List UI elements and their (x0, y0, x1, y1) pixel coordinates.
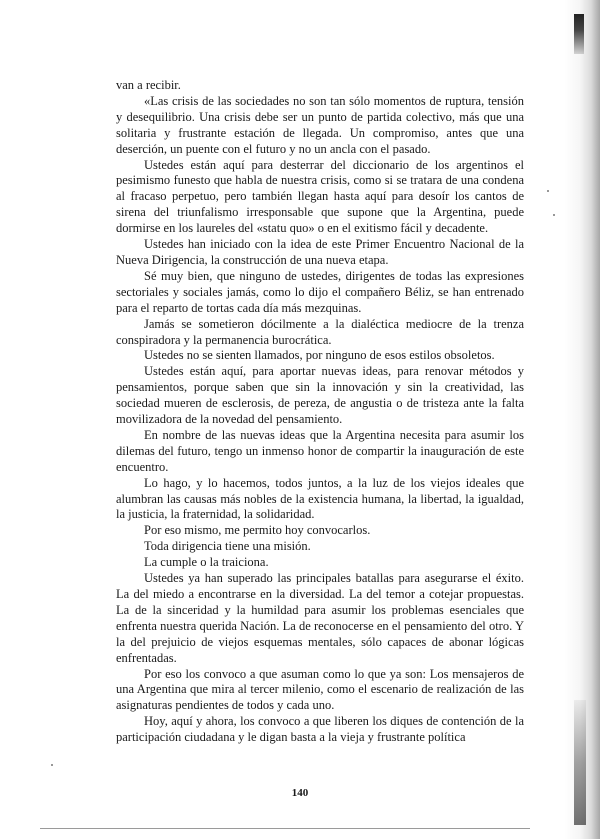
binding-mark-bottom (574, 700, 586, 825)
paragraph: La cumple o la traiciona. (144, 555, 269, 570)
paragraph: Por eso mismo, me permito hoy convocarlos. (144, 523, 371, 538)
body-text (116, 78, 524, 746)
scan-speck (547, 190, 549, 192)
paragraph: van a recibir. (116, 78, 181, 92)
paragraph: Por eso los convoco a que asuman como lo que ya son: Los mensajeros de una Argentina que mira al tercer milenio, como el escenario de realización de las asignaturas pendientes de todos y cada uno. (116, 666, 524, 713)
paragraph: Ustedes ya han superado las principales batallas para asegurarse el éxito. La del miedo a encontrarse en la diversidad. La del temor a cotejar propuestas. La de la sinceridad y la humildad para asumir los problemas esenciales que enfrenta nuestra querida Nación. La de reconocerse en el pensamiento del otro. Y la del prejuicio de viejos esquemas mentales, sólo capaces de abonar lógicas enfrentadas. (116, 571, 524, 665)
page-number: 140 (291, 787, 309, 799)
paragraph: Lo hago, y lo hacemos, todos juntos, a la luz de los viejos ideales que alumbran las causas más nobles de la existencia humana, la libertad, la igualdad, la justicia, la fraternidad, la solidaridad. (116, 475, 524, 522)
paragraph: En nombre de las nuevas ideas que la Argentina necesita para asumir los dilemas del futuro, tengo un inmenso honor de compartir la inauguración de este encuentro. (116, 427, 524, 474)
scan-speck (51, 764, 53, 766)
paragraph: Hoy, aquí y ahora, los convoco a que liberen los diques de contención de la participación ciudadana y le digan basta a la vieja y frustrante política (116, 714, 524, 745)
paragraph: Ustedes han iniciado con la idea de este Primer Encuentro Nacional de la Nueva Dirigencia, la construcción de una nueva etapa. (116, 237, 524, 267)
paragraph: Sé muy bien, que ninguno de ustedes, dirigentes de todas las expresiones sectoriales y sociales jamás, como lo dijo el compañero Béliz, se han entrenado para el reparto de tortas cada día más mezquinas. (116, 268, 524, 315)
paragraph: Jamás se sometieron dócilmente a la dialéctica mediocre de la trenza conspiradora y la permanencia burocrática. (116, 316, 524, 347)
scan-bottom-edge (40, 828, 530, 829)
paragraph: Toda dirigencia tiene una misión. (144, 539, 311, 554)
paragraph: Ustedes están aquí para desterrar del diccionario de los argentinos el pesimismo funesto que habla de nuestra crisis, como si se tratara de una condena al fracaso perpetuo, pero también llegan hasta aquí para desoír los cantos de sirena del triunfalismo irresponsable que supone que la Argentina, puede dormirse en los laureles del «statu quo» o en el exitismo fácil y decadente. (116, 157, 524, 236)
paragraph: Ustedes no se sienten llamados, por ninguno de esos estilos obsoletos. (144, 348, 495, 363)
paragraph: Ustedes están aquí, para aportar nuevas ideas, para renovar métodos y pensamientos, porque saben que sin la innovación y sin la creatividad, las sociedad mueren de esclerosis, de pereza, de angustia o de tristeza ante la falta movilizadora de la novedad del pensamiento. (116, 364, 524, 427)
paragraph: «Las crisis de las sociedades no son tan sólo momentos de ruptura, tensión y desequilibrio. Una crisis debe ser un punto de partida colectivo, más que una solitaria y frustrante estación de llegada. Un compromiso, antes que una deserción, un puente con el futuro y no un ancla con el pasado. (116, 93, 524, 156)
binding-mark-top (574, 14, 584, 54)
scan-speck (553, 214, 555, 216)
